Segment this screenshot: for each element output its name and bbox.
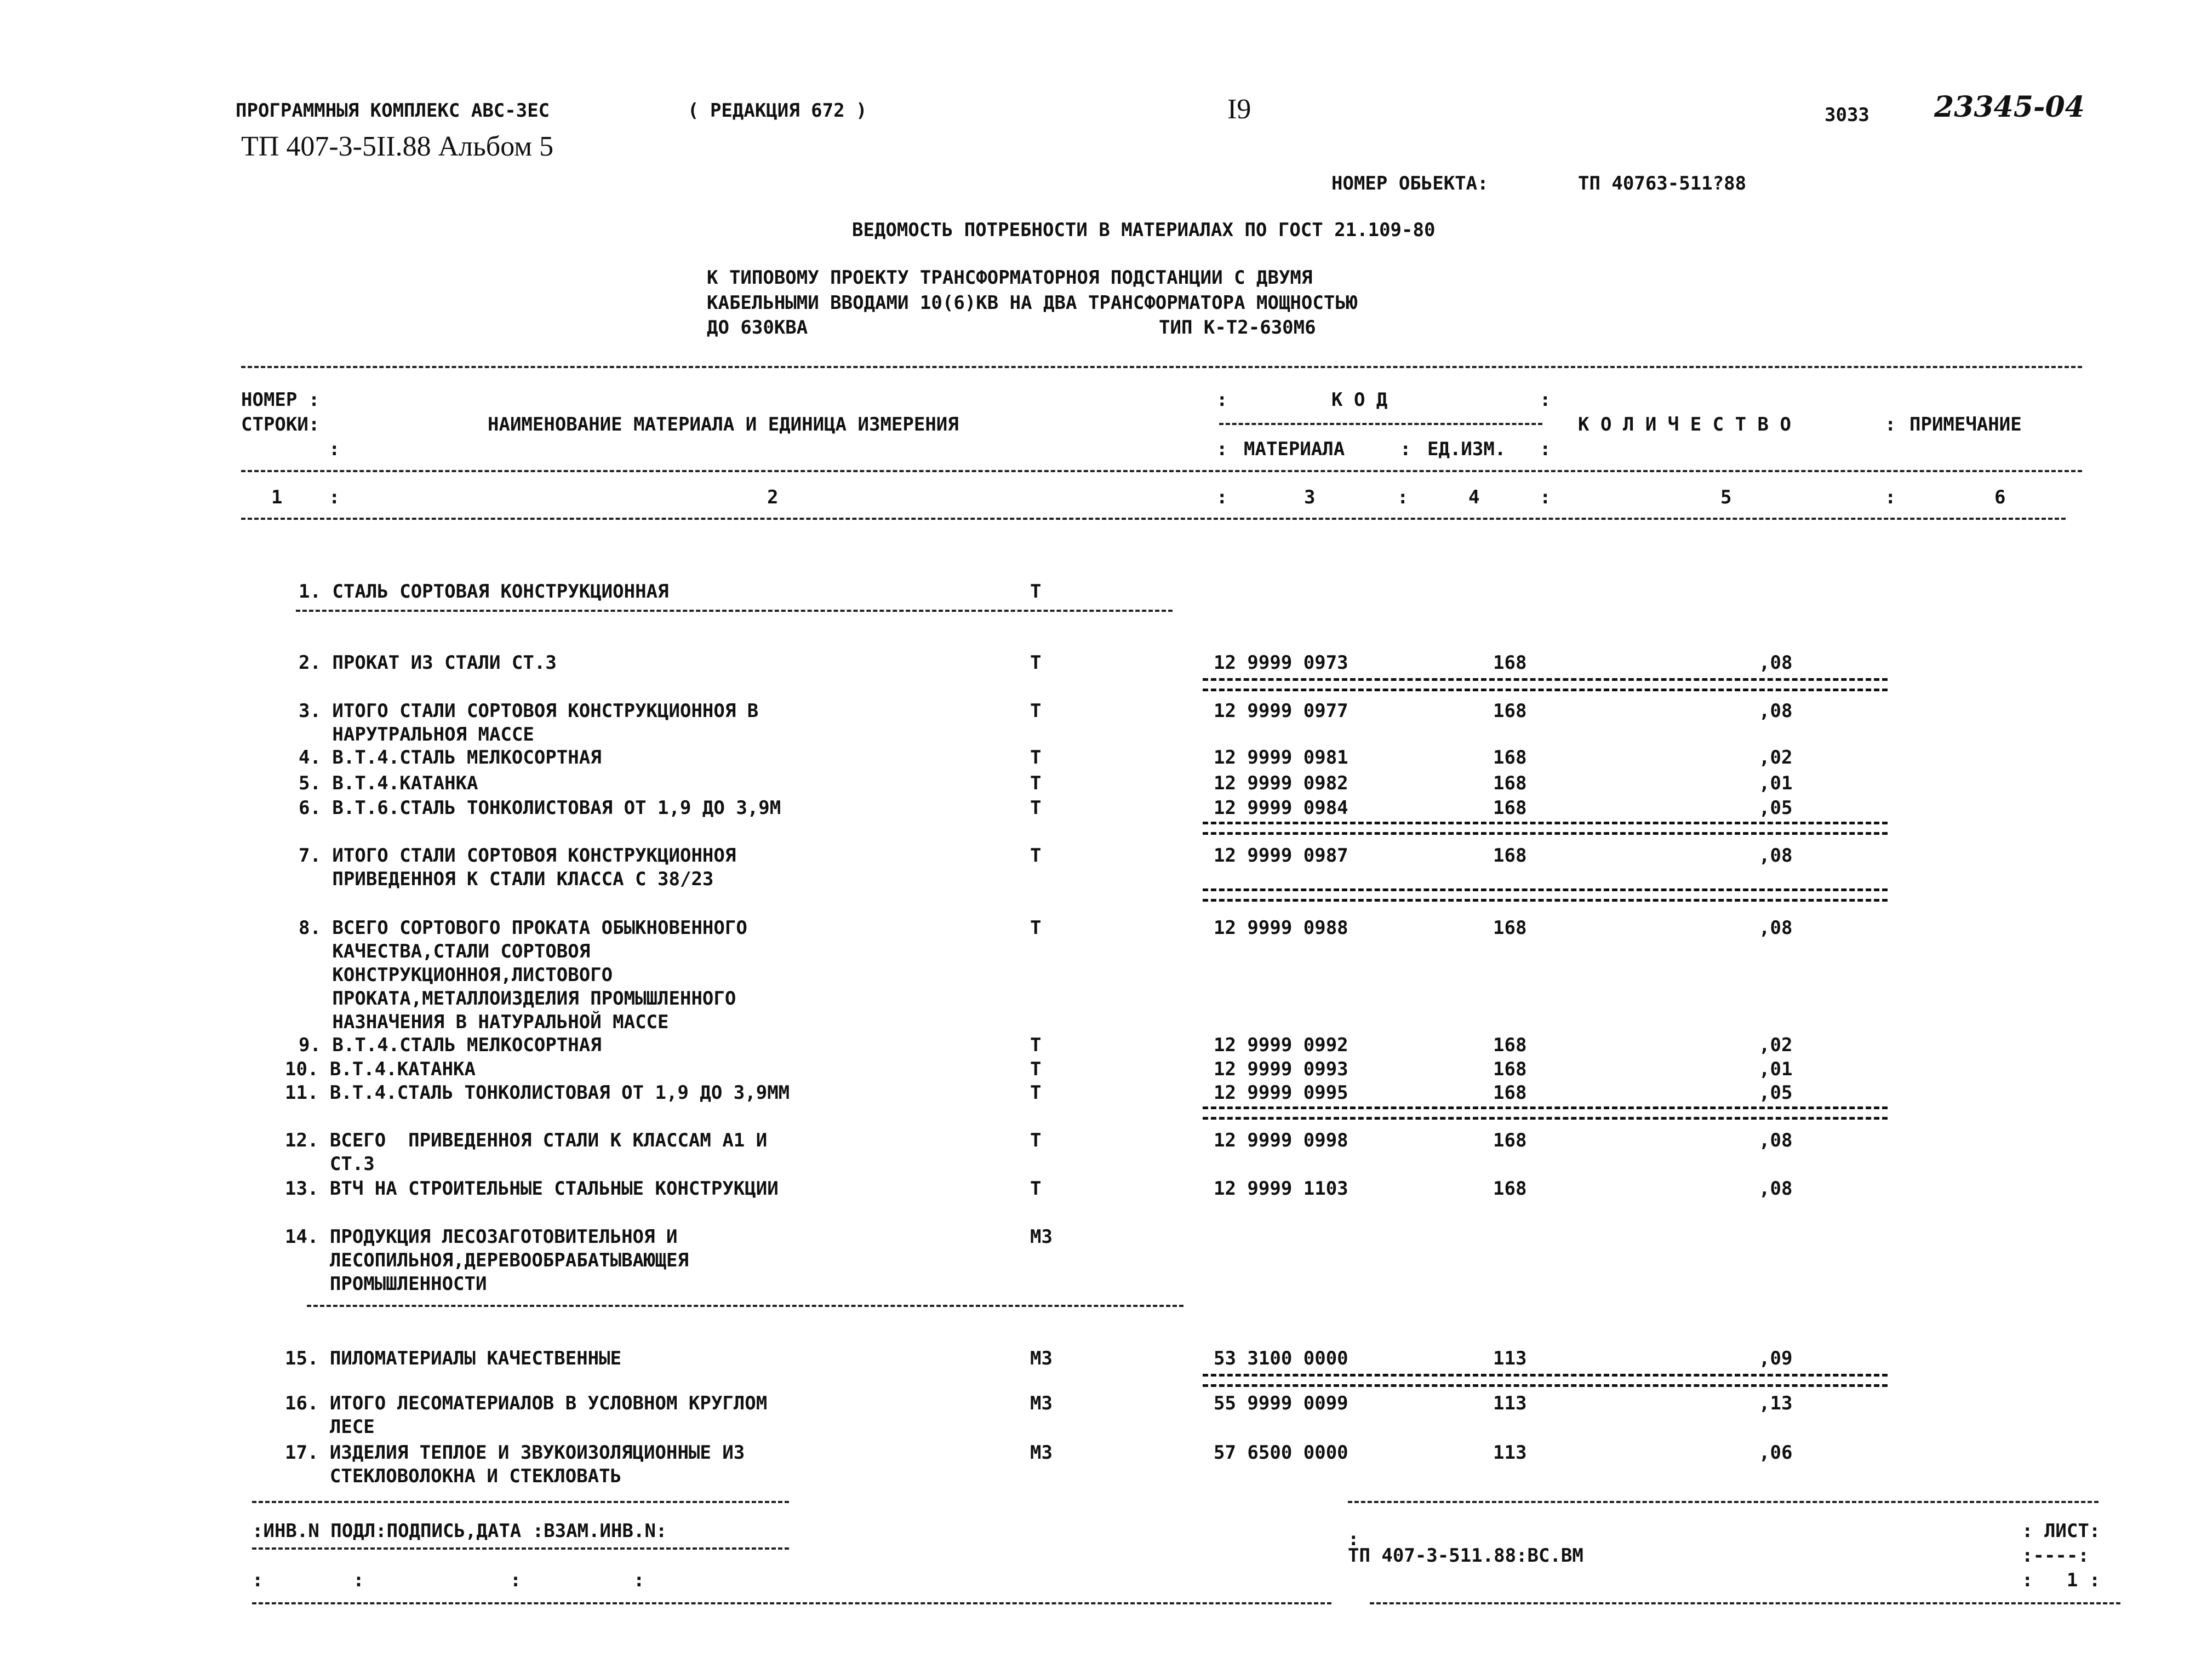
table-top-rule — [241, 366, 2082, 368]
quantity-value: ,05 — [1759, 797, 1793, 819]
unit-of-measure: Т — [1030, 845, 1042, 867]
unit-of-measure: Т — [1030, 1082, 1042, 1104]
header-material-name: НАИМЕНОВАНИЕ МАТЕРИАЛА И ЕДИНИЦА ИЗМЕРЕНИЯ — [488, 414, 959, 435]
unit-of-measure: М3 — [1030, 1348, 1053, 1369]
material-name: 17. ИЗДЕЛИЯ ТЕПЛОЕ И ЗВУКОИЗОЛЯЦИОННЫЕ ИЗ — [285, 1442, 745, 1464]
subtitle-line-1: К ТИПОВОМУ ПРОЕКТУ ТРАНСФОРМАТОРНОЯ ПОДСТАНЦИИ С ДВУМЯ — [707, 267, 1313, 289]
material-name: ПРИВЕДЕННОЯ К СТАЛИ КЛАССА С 38/23 — [299, 868, 714, 890]
unit-code: 168 — [1493, 1058, 1527, 1080]
material-code: 53 3100 0000 — [1214, 1348, 1348, 1369]
col-number-3: 3 — [1304, 486, 1316, 508]
stamp-header: :ИНВ.N ПОДЛ:ПОДПИСЬ,ДАТА :ВЗАМ.ИНВ.N: — [252, 1520, 667, 1542]
quantity-value: ,08 — [1759, 652, 1793, 674]
footer-bottom-rule-right — [1370, 1602, 2120, 1604]
material-name: НАРУТРАЛЬНОЯ МАССЕ — [299, 724, 534, 746]
material-name: 1. СТАЛЬ СОРТОВАЯ КОНСТРУКЦИОННАЯ — [299, 581, 669, 603]
col-number-4: 4 — [1468, 486, 1480, 508]
quantity-value: ,08 — [1759, 845, 1793, 867]
material-name: 13. ВТЧ НА СТРОИТЕЛЬНЫЕ СТАЛЬНЫЕ КОНСТРУКЦИИ — [285, 1178, 779, 1200]
doc-code-colon: : — [1348, 1528, 1359, 1550]
material-name: 5. В.Т.4.КАТАНКА — [299, 772, 478, 794]
unit-of-measure: М3 — [1030, 1392, 1053, 1414]
material-code: 12 9999 1103 — [1214, 1178, 1348, 1200]
program-name: ПРОГРАММНЫЯ КОМПЛЕКС АВС-ЗЕС — [236, 100, 550, 122]
material-name: 15. ПИЛОМАТЕРИАЛЫ КАЧЕСТВЕННЫЕ — [285, 1348, 622, 1369]
subtitle-line-2: КАБЕЛЬНЫМИ ВВОДАМИ 10(6)КВ НА ДВА ТРАНСФОРМАТОРА МОЩНОСТЬЮ — [707, 292, 1358, 314]
header-code-unit: ЕД.ИЗМ. — [1427, 438, 1506, 460]
unit-of-measure: Т — [1030, 772, 1042, 794]
unit-of-measure: Т — [1030, 581, 1042, 603]
material-name: 12. ВСЕГО ПРИВЕДЕННОЯ СТАЛИ К КЛАССАМ А1 И — [285, 1129, 768, 1151]
quantity-value: ,08 — [1759, 700, 1793, 722]
col-number-2: 2 — [767, 486, 779, 508]
subtotal-rule — [1203, 822, 1888, 835]
material-code: 12 9999 0993 — [1214, 1058, 1348, 1080]
unit-code: 168 — [1493, 1129, 1527, 1151]
unit-code: 168 — [1493, 772, 1527, 794]
unit-of-measure: М3 — [1030, 1442, 1053, 1464]
header-quantity: К О Л И Ч Е С Т В О — [1578, 414, 1791, 435]
sheet-divider: :----: — [2022, 1545, 2089, 1567]
handwritten-code: 23345-04 — [1934, 90, 2085, 124]
material-code: 12 9999 0977 — [1214, 700, 1348, 722]
column-number-rule — [241, 518, 2066, 520]
unit-of-measure: Т — [1030, 1129, 1042, 1151]
material-code: 57 6500 0000 — [1214, 1442, 1348, 1464]
col-number-1: 1 — [271, 486, 283, 508]
header-code-colon-right: : — [1540, 438, 1551, 460]
material-name: КОНСТРУКЦИОННОЯ,ЛИСТОВОГО — [299, 964, 613, 986]
unit-code: 168 — [1493, 652, 1527, 674]
material-code: 12 9999 0998 — [1214, 1129, 1348, 1151]
quantity-value: ,06 — [1759, 1442, 1793, 1464]
material-name: СТЕКЛОВОЛОКНА И СТЕКЛОВАТЬ — [285, 1465, 622, 1487]
material-code: 12 9999 0984 — [1214, 797, 1348, 819]
header-code-material: МАТЕРИАЛА — [1244, 438, 1345, 460]
col-number-5: 5 — [1720, 486, 1732, 508]
subtotal-rule — [1203, 1106, 1888, 1120]
subtotal-rule — [1203, 1374, 1888, 1387]
header-code-colon-mid: : — [1400, 438, 1411, 460]
header-code-colon: : — [1216, 438, 1228, 460]
material-code: 12 9999 0995 — [1214, 1082, 1348, 1104]
unit-of-measure: М3 — [1030, 1226, 1053, 1248]
header-row-number-1: НОМЕР : — [241, 389, 320, 411]
material-name: 9. В.Т.4.СТАЛЬ МЕЛКОСОРТНАЯ — [299, 1034, 602, 1056]
material-name: СТ.3 — [285, 1153, 375, 1175]
material-code: 12 9999 0992 — [1214, 1034, 1348, 1056]
material-name: ПРОКАТА,МЕТАЛЛОИЗДЕЛИЯ ПРОМЫШЛЕННОГО — [299, 988, 736, 1010]
stamp-empty-row: : : : : — [252, 1569, 645, 1591]
unit-code: 168 — [1493, 747, 1527, 769]
unit-of-measure: Т — [1030, 1178, 1042, 1200]
header-row-number-3: : — [329, 438, 340, 460]
section-rule — [296, 610, 1173, 612]
footer-document-code: ТП 407-3-511.88:ВС.ВМ — [1348, 1545, 1583, 1567]
unit-code: 168 — [1493, 917, 1527, 939]
header-code-divider — [1219, 423, 1542, 425]
material-name: ЛЕСОПИЛЬНОЯ,ДЕРЕВООБРАБАТЫВАЮЩЕЯ — [285, 1249, 689, 1271]
col-number-seps: : — [1885, 486, 1896, 508]
footer-top-rule-right — [1348, 1501, 2099, 1503]
quantity-value: ,08 — [1759, 1129, 1793, 1151]
unit-of-measure: Т — [1030, 747, 1042, 769]
sheet-label: : ЛИСТ: — [2022, 1520, 2101, 1542]
subtotal-rule — [1203, 888, 1888, 902]
unit-of-measure: Т — [1030, 917, 1042, 939]
quantity-value: ,05 — [1759, 1082, 1793, 1104]
material-name: 10. В.Т.4.КАТАНКА — [285, 1058, 476, 1080]
material-code: 12 9999 0987 — [1214, 845, 1348, 867]
stamp-header-rule — [252, 1547, 789, 1550]
material-code: 12 9999 0982 — [1214, 772, 1348, 794]
header-bottom-rule — [241, 470, 2082, 472]
material-name: 8. ВСЕГО СОРТОВОГО ПРОКАТА ОБЫКНОВЕННОГО — [299, 917, 747, 939]
unit-of-measure: Т — [1030, 1058, 1042, 1080]
quantity-value: ,02 — [1759, 1034, 1793, 1056]
material-name: 16. ИТОГО ЛЕСОМАТЕРИАЛОВ В УСЛОВНОМ КРУГЛОМ — [285, 1392, 768, 1414]
material-code: 12 9999 0973 — [1214, 652, 1348, 674]
quantity-value: ,02 — [1759, 747, 1793, 769]
section-rule — [307, 1305, 1183, 1307]
material-name: ПРОМЫШЛЕННОСТИ — [285, 1273, 487, 1295]
header-code-group: К О Д — [1331, 389, 1388, 411]
unit-code: 168 — [1493, 797, 1527, 819]
material-code: 55 9999 0099 — [1214, 1392, 1348, 1414]
quantity-value: ,13 — [1759, 1392, 1793, 1414]
material-code: 12 9999 0981 — [1214, 747, 1348, 769]
header-note-sep: : — [1885, 414, 1896, 435]
material-name: НАЗНАЧЕНИЯ В НАТУРАЛЬНОЙ МАССЕ — [299, 1011, 669, 1033]
material-name: 2. ПРОКАТ ИЗ СТАЛИ СТ.3 — [299, 652, 557, 674]
header-note: ПРИМЕЧАНИЕ — [1909, 414, 2022, 435]
material-code: 12 9999 0988 — [1214, 917, 1348, 939]
material-name: 7. ИТОГО СТАЛИ СОРТОВОЯ КОНСТРУКЦИОННОЯ — [299, 845, 736, 867]
quantity-value: ,09 — [1759, 1348, 1793, 1369]
header-code-sep-right: : — [1540, 389, 1551, 411]
unit-code: 168 — [1493, 845, 1527, 867]
unit-of-measure: Т — [1030, 700, 1042, 722]
footer-top-rule-left — [252, 1501, 789, 1503]
header-code-sep: : — [1216, 389, 1228, 411]
unit-of-measure: Т — [1030, 797, 1042, 819]
material-name: 11. В.Т.4.СТАЛЬ ТОНКОЛИСТОВАЯ ОТ 1,9 ДО 3,9ММ — [285, 1082, 790, 1104]
material-name: 4. В.Т.4.СТАЛЬ МЕЛКОСОРТНАЯ — [299, 747, 602, 769]
subtotal-rule — [1203, 678, 1888, 691]
subtitle-line-3: ДО 630КВА — [707, 317, 808, 339]
material-name: 3. ИТОГО СТАЛИ СОРТОВОЯ КОНСТРУКЦИОННОЯ В — [299, 700, 759, 722]
unit-code: 168 — [1493, 700, 1527, 722]
material-name: 14. ПРОДУКЦИЯ ЛЕСОЗАГОТОВИТЕЛЬНОЯ И — [285, 1226, 678, 1248]
col-number-seps: : — [1540, 486, 1551, 508]
code-left: 3033 — [1825, 104, 1869, 126]
unit-code: 168 — [1493, 1082, 1527, 1104]
col-number-seps: : — [329, 486, 340, 508]
album-label: ТП 407-3-5II.88 Альбом 5 — [241, 131, 554, 162]
page-number: I9 — [1227, 94, 1251, 125]
header-row-number-2: СТРОКИ: — [241, 414, 320, 435]
material-name: КАЧЕСТВА,СТАЛИ СОРТОВОЯ — [299, 941, 591, 962]
unit-code: 113 — [1493, 1348, 1527, 1369]
col-number-seps: : — [1216, 486, 1228, 508]
type-label: ТИП К-Т2-630М6 — [1159, 317, 1316, 339]
material-name: 6. В.Т.6.СТАЛЬ ТОНКОЛИСТОВАЯ ОТ 1,9 ДО 3,9М — [299, 797, 781, 819]
footer-bottom-rule-left — [252, 1602, 1331, 1604]
quantity-value: ,01 — [1759, 772, 1793, 794]
object-number-label: НОМЕР ОБЬЕКТА: — [1331, 173, 1489, 194]
quantity-value: ,01 — [1759, 1058, 1793, 1080]
unit-code: 113 — [1493, 1442, 1527, 1464]
unit-of-measure: Т — [1030, 652, 1042, 674]
unit-code: 168 — [1493, 1034, 1527, 1056]
document-title: ВЕДОМОСТЬ ПОТРЕБНОСТИ В МАТЕРИАЛАХ ПО ГОСТ 21.109-80 — [852, 219, 1436, 241]
quantity-value: ,08 — [1759, 917, 1793, 939]
col-number-seps: : — [1397, 486, 1409, 508]
edition-label: ( РЕДАКЦИЯ 672 ) — [688, 100, 867, 122]
sheet-number: : 1 : — [2022, 1569, 2101, 1591]
quantity-value: ,08 — [1759, 1178, 1793, 1200]
material-name: ЛЕСЕ — [285, 1416, 375, 1438]
col-number-6: 6 — [1994, 486, 2006, 508]
unit-of-measure: Т — [1030, 1034, 1042, 1056]
unit-code: 113 — [1493, 1392, 1527, 1414]
unit-code: 168 — [1493, 1178, 1527, 1200]
object-number-value: ТП 40763-511?88 — [1578, 173, 1747, 194]
